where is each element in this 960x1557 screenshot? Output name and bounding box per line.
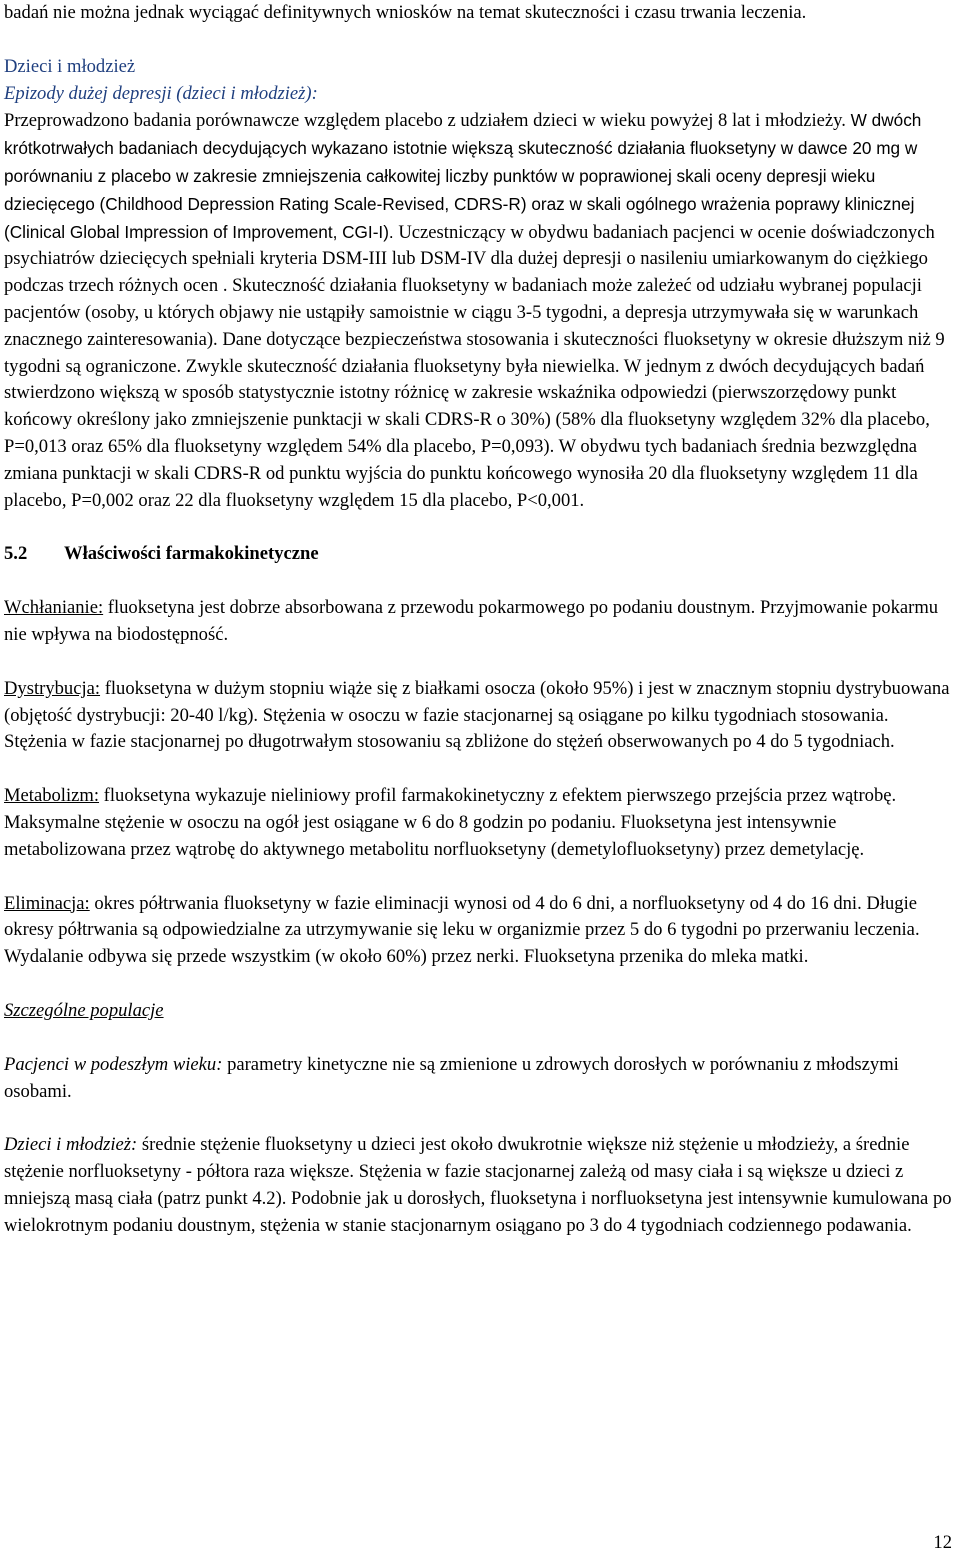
special-populations-title: Szczególne populacje [4,999,164,1021]
absorption-label: Wchłanianie: [4,597,104,619]
efficacy-text-a: Przeprowadzono badania porównawcze względem placebo z udziałem dzieci w wieku powyżej 8 lat i młodzieży. [4,110,846,132]
distribution-paragraph [4,676,952,756]
section-title: Właściwości farmakokinetyczne [64,543,319,565]
section-heading-5-2 [4,541,952,568]
elderly-label: Pacjenci w podeszłym wieku: [4,1053,223,1075]
children-section-title: Dzieci i młodzież [4,55,136,77]
children-pk-paragraph [4,1132,952,1239]
metabolism-text: fluoksetyna wykazuje nieliniowy profil farmakokinetyczny z efektem pierwszego przejścia przez wątrobę. Maksymalne stężenie w osoczu na ogół jest osiągane w 6 do 8 godzin po podaniu. Fluoksetyna jest intensywnie metabolizowana przez wątrobę do aktywnego metabolitu norfluoksetyny (demetylofluoksetyny) przez demetylację. [4,785,897,860]
elimination-paragraph [4,891,952,971]
distribution-label: Dystrybucja: [4,677,101,699]
metabolism-paragraph [4,783,952,863]
metabolism-label: Metabolizm: [4,785,100,807]
intro-paragraph: badań nie można jednak wyciągać definitywnych wniosków na temat skuteczności i czasu trwania leczenia. [4,2,807,23]
elimination-text: okres półtrwania fluoksetyny w fazie eliminacji wynosi od 4 do 6 dni, a norfluoksetyny od 4 do 16 dni. Długie okresy półtrwania są odpowiedzialne za utrzymywanie się leku w organizmie przez 5 do 6 tygodni po przerwaniu leczenia. Wydalanie odbywa się przede wszystkim (w około 60%) przez nerki. Fluoksetyna przenika do mleka matki. [4,892,920,968]
efficacy-text-b: W dwóch krótkotrwałych badaniach decydujących wykazano istotnie większą skuteczność działania fluoksetyny w dawce 20 mg w porównaniu z placebo w zakresie zmniejszenia całkowitej liczby punktów w poprawionej skali oceny depresji wieku dziecięcego (Childhood Depression Rating Scale-Revised, CDRS-R) oraz w skali ogólnego wrażenia poprawy klinicznej (Clinical Global Impression of Improvement, CGI-I). [4,110,922,242]
absorption-paragraph [4,595,952,649]
efficacy-text-c: Uczestniczący w obydwu badaniach pacjenci w ocenie doświadczonych psychiatrów dziecięcych spełniali kryteria DSM-III lub DSM-IV dla dużej depresji o nasileniu umiarkowanym do ciężkiego podczas trzech różnych ocen . Skuteczność działania fluoksetyny w badaniach może zależeć od udziału wybranej populacji pacjentów (osoby, u których objawy nie ustąpiły samoistnie w ciągu 3-5 tygodni, a depresja utrzymywała się w warunkach znacznego zainteresowania). Dane dotyczące bezpieczeństwa stosowania i skuteczności fluoksetyny w okresie dłuższym niż 9 tygodni są ograniczone. Zwykle skuteczność działania fluoksetyny była niewielka. W jednym z dwóch decydujących badań stwierdzono większą w sposób statystycznie istotny różnicę w zakresie wskaźnika odpowiedzi (pierwszorzędowy punkt końcowy określony jako zmniejszenie punktacji w skali CDRS-R o 30%) (58% dla fluoksetyny względem 32% dla placebo, P=0,013 oraz 65% dla fluoksetyny względem 54% dla placebo, P=0,093). W obydwu tych badaniach średnia bezwzględna zmiana punktacji w skali CDRS-R od punktu wyjścia do punktu końcowego wynosiła 20 dla fluoksetyny względem 11 dla placebo, P=0,002 oraz 22 dla fluoksetyny względem 15 dla placebo, P<0,001. [4,221,945,511]
elderly-text: parametry kinetyczne nie są zmienione u zdrowych dorosłych w porównaniu z młodszymi osobami. [4,1053,899,1102]
document-page [4,0,952,1239]
children-pk-text: średnie stężenie fluoksetyny u dzieci jest około dwukrotnie większe niż stężenie u młodzieży, a średnie stężenie norfluoksetyny - półtora raza większe. Stężenia w fazie stacjonarnej zależą od masy ciała i są większe u dzieci z mniejszą masą ciała (patrz punkt 4.2). Podobnie jak u dorosłych, fluoksetyna i norfluoksetyna jest intensywnie kumulowana po wielokrotnym podaniu doustnym, stężenia w stanie stacjonarnym osiągano po 3 do 4 tygodniach codziennego podawania. [4,1134,952,1236]
elimination-label: Eliminacja: [4,892,90,914]
efficacy-paragraph [4,107,952,514]
page-number: 12 [933,1532,952,1553]
children-section-subtitle: Epizody dużej depresji (dzieci i młodzież): [4,82,318,104]
children-pk-label: Dzieci i młodzież: [4,1134,138,1156]
section-number: 5.2 [4,543,28,565]
distribution-text: fluoksetyna w dużym stopniu wiąże się z białkami osocza (około 95%) i jest w znacznym stopniu dystrybuowana (objętość dystrybucji: 20-40 l/kg). Stężenia w osoczu w fazie stacjonarnej są osiągane po kilku tygodniach stosowania. Stężenia w fazie stacjonarnej po długotrwałym stosowaniu są zbliżone do stężeń obserwowanych po 4 do 5 tygodniach. [4,677,950,753]
elderly-paragraph [4,1052,952,1106]
absorption-text: fluoksetyna jest dobrze absorbowana z przewodu pokarmowego po podaniu doustnym. Przyjmowanie pokarmu nie wpływa na biodostępność. [4,597,939,645]
